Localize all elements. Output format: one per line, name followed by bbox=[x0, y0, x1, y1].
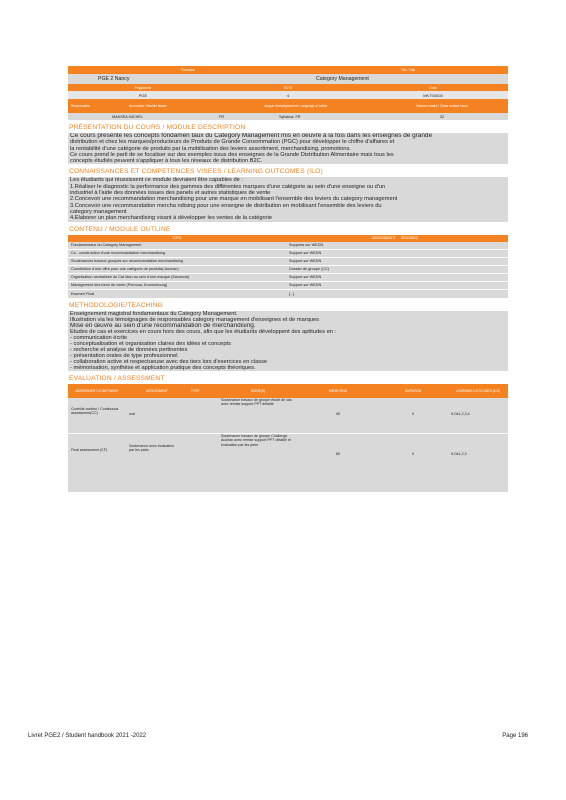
presentation-line: Ce cours prend le parti de se focaliser sur des exemples issus des enseignes de la Grande Distribution Alimentaire mais tous les bbox=[70, 151, 394, 158]
outline-row bbox=[68, 258, 508, 266]
teaching-title: METHODOLOGIE/TEACHING bbox=[69, 301, 163, 309]
outline-row bbox=[68, 266, 508, 274]
teaching-text bbox=[68, 311, 508, 371]
teaching-line: Illustration via les témoignages de responsables category management d'enseignes et de marques bbox=[70, 316, 319, 323]
lang-value: FR bbox=[219, 114, 225, 119]
programme-value-row bbox=[68, 91, 508, 99]
formation-label: Formation bbox=[180, 68, 196, 72]
outline-table bbox=[68, 235, 508, 298]
title-label: Title / Title bbox=[400, 68, 416, 72]
page-footer bbox=[28, 733, 528, 739]
duration-header: DURATION bbox=[404, 388, 422, 393]
outline-topic: Fondamentaux du Category Management bbox=[71, 243, 142, 248]
assessment-header: ASSESSMENT bbox=[146, 388, 168, 393]
outline-topic: Organisation centralisée du Cat Man au sein d'une marque (Savencia) bbox=[71, 275, 190, 280]
presentation-line: la rentabilité d'une catégorie de produits par la mobilisation des leviers assortiment, merchandising, promotions. bbox=[70, 145, 351, 152]
language-label: langue d'enseignement / Language of tuition bbox=[264, 104, 328, 108]
leader-value-row bbox=[68, 113, 508, 120]
outcome-line: 3.Concevoir une recommandation mercha ndising pour une enseigne de distribution en mobilisant l'ensemble des leviers du bbox=[70, 202, 382, 209]
course-title-value: Category Management bbox=[316, 76, 369, 82]
footer-handbook-label: Livret PGE2 / Student handbook 2021 -2022 bbox=[28, 733, 147, 739]
teaching-line: Etudes de cas et exercices en cours hors des cours, afin que les étudiants développent des aptitudes en : bbox=[70, 328, 337, 335]
outcome-line: 2.Concevoir une recommandation merchandising pour une marque en mobilisant l'ensemble des leviers du category management bbox=[70, 196, 398, 203]
component-cell: Contrôle continu / Continuous assessment(CC) bbox=[71, 406, 119, 415]
hours-label: Volume horaire / Class contact hours bbox=[415, 104, 469, 108]
outline-assignment: [...] bbox=[289, 291, 295, 296]
outline-title: CONTENU / MODULE OUTLINE bbox=[69, 225, 171, 233]
outcome-line: industriel à l'aide des données issues des panels et autres statistiques de vente bbox=[70, 190, 271, 197]
outline-header-row bbox=[68, 235, 508, 242]
mode-header: MODE(S) bbox=[251, 388, 265, 393]
assessment-header-row bbox=[68, 384, 508, 398]
outline-assignment: Support sur WEDN bbox=[289, 259, 322, 264]
outcome-line: 1.Réaliser le diagnostic la performance des gammes des différentes marques d'une catégorie au sein d'une enseigne ou d'un bbox=[70, 183, 386, 190]
leader-header-row bbox=[68, 99, 508, 113]
assessment-cell: Soutenance avec évaluation par les pairs bbox=[129, 443, 175, 452]
teaching-line: - mémorisation, synthèse et application pratique des concepts théoriques. bbox=[70, 364, 256, 371]
assessment-cell: oral bbox=[129, 411, 135, 416]
teaching-line: Enseignement magistral fondamentaux du Category Management. bbox=[70, 310, 238, 317]
teaching-line: - communication écrite bbox=[70, 334, 128, 341]
assignments-header: ASSIGNMENTS bbox=[371, 236, 395, 241]
teaching-line: - présentation orales de type professionnel bbox=[70, 352, 178, 359]
ects-label: ECTS bbox=[283, 85, 293, 90]
program-value: PGE 2 Nancy bbox=[98, 76, 130, 82]
programme-header-row bbox=[68, 84, 508, 91]
formation-header-row bbox=[68, 66, 508, 74]
module-sheet bbox=[68, 66, 508, 492]
weighting-cell: 60 bbox=[335, 451, 341, 456]
formation-value-row bbox=[68, 74, 508, 84]
outcome-line: category management bbox=[70, 208, 127, 215]
duration-cell: 0 bbox=[411, 451, 415, 456]
presentation-line: distribution et chez les marques/producteurs de Produits de Grande Consommation (PGC) pour développer le chiffre d'affaires et bbox=[70, 139, 395, 146]
presentation-text bbox=[68, 133, 508, 164]
ilo-cell: ILOs1,2,3,4 bbox=[451, 411, 470, 416]
outline-assignment: Support sur WEDN bbox=[289, 275, 322, 280]
module-leader-label: du module / Module leader bbox=[129, 104, 167, 108]
mode-cell: Soutenance travaux de groupe étude de cas avec remise support PPT détaillé bbox=[221, 397, 292, 407]
outline-topic: Management des force de vente (Pomona, Kronenbourg) bbox=[71, 283, 168, 288]
teaching-line: - collaboration active et respectueuse avec des tiers lors d'exercices en classe bbox=[70, 358, 268, 365]
leader-value: MAKSEA MICHEL bbox=[112, 114, 144, 119]
type-header: TYPE bbox=[191, 388, 200, 393]
outcomes-title: CONNAISSANCES ET COMPETENCES VISEES / LEARNING OUTCOMES (ILO) bbox=[69, 168, 323, 176]
outline-row bbox=[68, 274, 508, 282]
hours-value: 32 bbox=[439, 114, 445, 119]
assessment-table bbox=[68, 384, 508, 492]
mode-cell: Soutenance travaux de groupe Challenge Auchan avec remise support PPT détaillé et évaluation par les pairs bbox=[221, 433, 291, 447]
outline-topic: Co - construction d'une recommandation merchandising bbox=[71, 251, 166, 256]
outline-assignment: Support sur WEDN bbox=[289, 283, 322, 288]
outline-topic: Constitution d'une offre pour une catégorie de produits( Auchan) bbox=[71, 267, 179, 272]
duration-cell: 0 bbox=[411, 411, 415, 416]
outline-row bbox=[68, 290, 508, 298]
topic-header: TOPIC bbox=[172, 236, 182, 241]
programme-value: PGE bbox=[138, 92, 148, 98]
presentation-title: PRÉSENTATION DU COURS / MODULE DESCRIPTION bbox=[69, 124, 246, 131]
code-label: Code bbox=[429, 85, 437, 90]
outcome-line: Les étudiants qui réussissent ce module devraient être capables de : bbox=[70, 177, 243, 184]
outline-assignment: Support sur WEDN bbox=[289, 251, 322, 256]
outline-topic: Soutenances travaux groupes sur recommandation merchandising bbox=[71, 259, 183, 264]
outline-assignment: Supports sur WEDN bbox=[289, 243, 324, 248]
outcomes-text bbox=[68, 177, 508, 221]
syllabus-value: Syllabus: FR bbox=[279, 114, 301, 119]
assessment-row bbox=[68, 434, 508, 492]
component-cell: Final assessment (CF) bbox=[71, 447, 108, 452]
code-value: MKT04003 bbox=[423, 92, 443, 98]
teaching-line: Mise en œuvre au sein d'une recommandation de merchandising. bbox=[70, 322, 256, 329]
page-number: Page 196 bbox=[502, 733, 528, 739]
assessment-title: EVALUATION / ASSESSMENT bbox=[69, 374, 165, 382]
teaching-line: - conceptualisation et organisation claires des idées et concepts bbox=[70, 340, 231, 347]
ects-value: 4 bbox=[286, 92, 290, 98]
outcome-line: 4.Elaborer un plan merchandising visant à développer les ventes de la catégorie bbox=[70, 215, 273, 222]
readings-header: READINGS bbox=[401, 236, 418, 241]
outline-topic: Examen Final bbox=[71, 291, 95, 296]
presentation-line: concepts étudiés peuvent s'appliquer à tous les réseaux de distribution B2C. bbox=[70, 158, 263, 165]
outline-row bbox=[68, 242, 508, 250]
teaching-line: - recherche et analyse de données pertinentes bbox=[70, 346, 188, 353]
ilo-header: LEARNING OUTCOMES (ILO) bbox=[456, 388, 500, 393]
assessment-row bbox=[68, 398, 508, 434]
weighting-header: WEIGHTING bbox=[328, 388, 348, 393]
outline-assignment: Dossier de groupe (CC) bbox=[289, 267, 330, 272]
weighting-cell: 40 bbox=[335, 411, 341, 416]
programme-label: Programme bbox=[134, 85, 152, 90]
outline-row bbox=[68, 250, 508, 258]
presentation-line: Ce cours présente les concepts fondamen taux du Category Management mis en oeuvre à la fois dans les enseignes de grande bbox=[70, 133, 432, 139]
responsable-label: Responsable bbox=[71, 104, 90, 108]
component-header: ASSESSMENT COMPONENT bbox=[75, 388, 119, 393]
ilo-cell: ILOs1,2,3 bbox=[451, 451, 467, 456]
outline-row bbox=[68, 282, 508, 290]
